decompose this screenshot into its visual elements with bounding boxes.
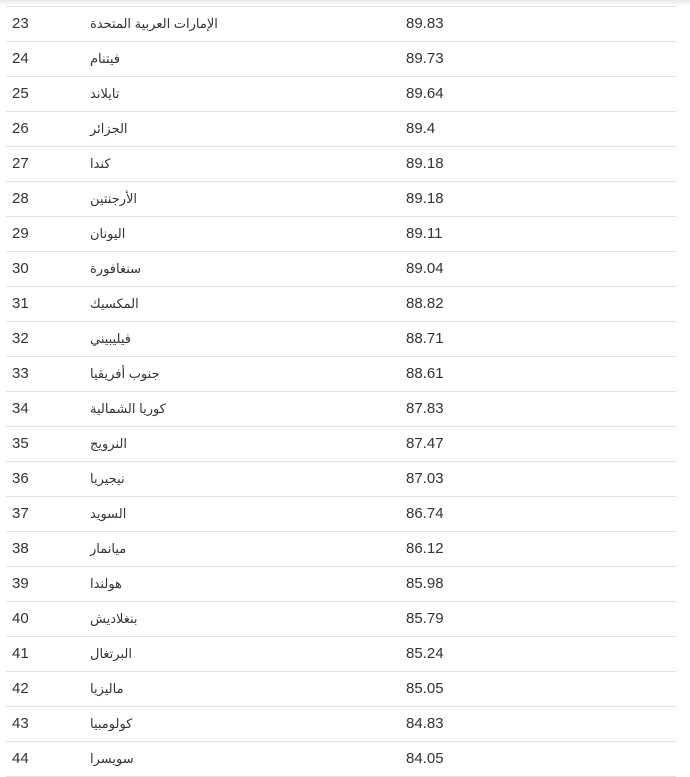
score-cell: 87.03: [406, 470, 444, 487]
score-cell: 89.18: [406, 155, 444, 172]
table-row: [6, 672, 676, 707]
table-row: [6, 357, 676, 392]
table-row: [6, 322, 676, 357]
score-cell: 88.61: [406, 365, 444, 382]
country-cell: ميانمار: [90, 541, 127, 556]
rank-cell: 33: [12, 365, 29, 382]
score-cell: 85.24: [406, 645, 444, 662]
country-cell: البرتغال: [90, 646, 132, 661]
score-cell: 89.73: [406, 50, 444, 67]
country-cell: السويد: [90, 506, 127, 521]
score-cell: 89.64: [406, 85, 444, 102]
score-cell: 89.83: [406, 15, 444, 32]
rank-cell: 34: [12, 400, 29, 417]
country-cell: الإمارات العربية المتحدة: [90, 16, 218, 31]
score-cell: 89.04: [406, 260, 444, 277]
table-row: [6, 742, 676, 777]
table-row: [6, 7, 676, 42]
table-row: [6, 287, 676, 322]
rank-cell: 38: [12, 540, 29, 557]
table-row: [6, 427, 676, 462]
score-cell: 89.18: [406, 190, 444, 207]
score-cell: 89.11: [406, 225, 443, 242]
rank-cell: 35: [12, 435, 29, 452]
country-cell: اليونان: [90, 226, 126, 241]
table-row: [6, 77, 676, 112]
score-cell: 87.47: [406, 435, 444, 452]
rank-cell: 32: [12, 330, 29, 347]
table-row: [6, 462, 676, 497]
rank-cell: 31: [12, 295, 29, 312]
country-cell: نيجيريا: [90, 471, 125, 486]
rank-cell: 44: [12, 750, 29, 767]
score-cell: 88.82: [406, 295, 444, 312]
score-cell: 89.4: [406, 120, 436, 137]
country-cell: فيتنام: [90, 51, 120, 66]
table-row: [6, 637, 676, 672]
score-cell: 84.05: [406, 750, 444, 767]
table-row: [6, 567, 676, 602]
rank-cell: 28: [12, 190, 29, 207]
country-cell: تايلاند: [90, 86, 120, 101]
country-cell: فيليبيني: [90, 331, 131, 346]
score-cell: 85.98: [406, 575, 444, 592]
rank-cell: 27: [12, 155, 29, 172]
country-cell: كولومبيا: [90, 716, 133, 731]
ranking-table: [6, 6, 676, 777]
rank-cell: 41: [12, 645, 29, 662]
score-cell: 84.83: [406, 715, 444, 732]
country-cell: سنغافورة: [90, 261, 142, 276]
table-row: [6, 42, 676, 77]
rank-cell: 23: [12, 15, 29, 32]
score-cell: 86.12: [406, 540, 444, 557]
country-cell: سويسرا: [90, 751, 134, 766]
score-cell: 87.83: [406, 400, 444, 417]
table-row: [6, 707, 676, 742]
rank-cell: 42: [12, 680, 29, 697]
rank-cell: 40: [12, 610, 29, 627]
table-row: [6, 252, 676, 287]
rank-cell: 39: [12, 575, 29, 592]
country-cell: كوريا الشمالية: [90, 401, 166, 416]
score-cell: 85.05: [406, 680, 444, 697]
table-row: [6, 182, 676, 217]
table-row: [6, 602, 676, 637]
rank-cell: 30: [12, 260, 29, 277]
country-cell: الأرجنتين: [90, 191, 138, 206]
table-row: [6, 147, 676, 182]
rank-cell: 29: [12, 225, 29, 242]
score-cell: 86.74: [406, 505, 444, 522]
table-row: [6, 392, 676, 427]
score-cell: 88.71: [406, 330, 444, 347]
country-cell: الجزائر: [90, 121, 128, 136]
country-cell: النرويج: [90, 436, 127, 451]
table-row: [6, 497, 676, 532]
country-cell: جنوب أفريقيا: [90, 366, 160, 381]
country-cell: هولندا: [90, 576, 122, 591]
rank-cell: 37: [12, 505, 29, 522]
table-row: [6, 112, 676, 147]
country-cell: كندا: [90, 156, 111, 171]
rank-cell: 26: [12, 120, 29, 137]
rank-cell: 25: [12, 85, 29, 102]
rank-cell: 24: [12, 50, 29, 67]
table-row: [6, 217, 676, 252]
score-cell: 85.79: [406, 610, 444, 627]
table-row: [6, 532, 676, 567]
rank-cell: 36: [12, 470, 29, 487]
rank-cell: 43: [12, 715, 29, 732]
country-cell: المكسيك: [90, 296, 139, 311]
country-cell: ماليزيا: [90, 681, 124, 696]
country-cell: بنغلاديش: [90, 611, 138, 626]
